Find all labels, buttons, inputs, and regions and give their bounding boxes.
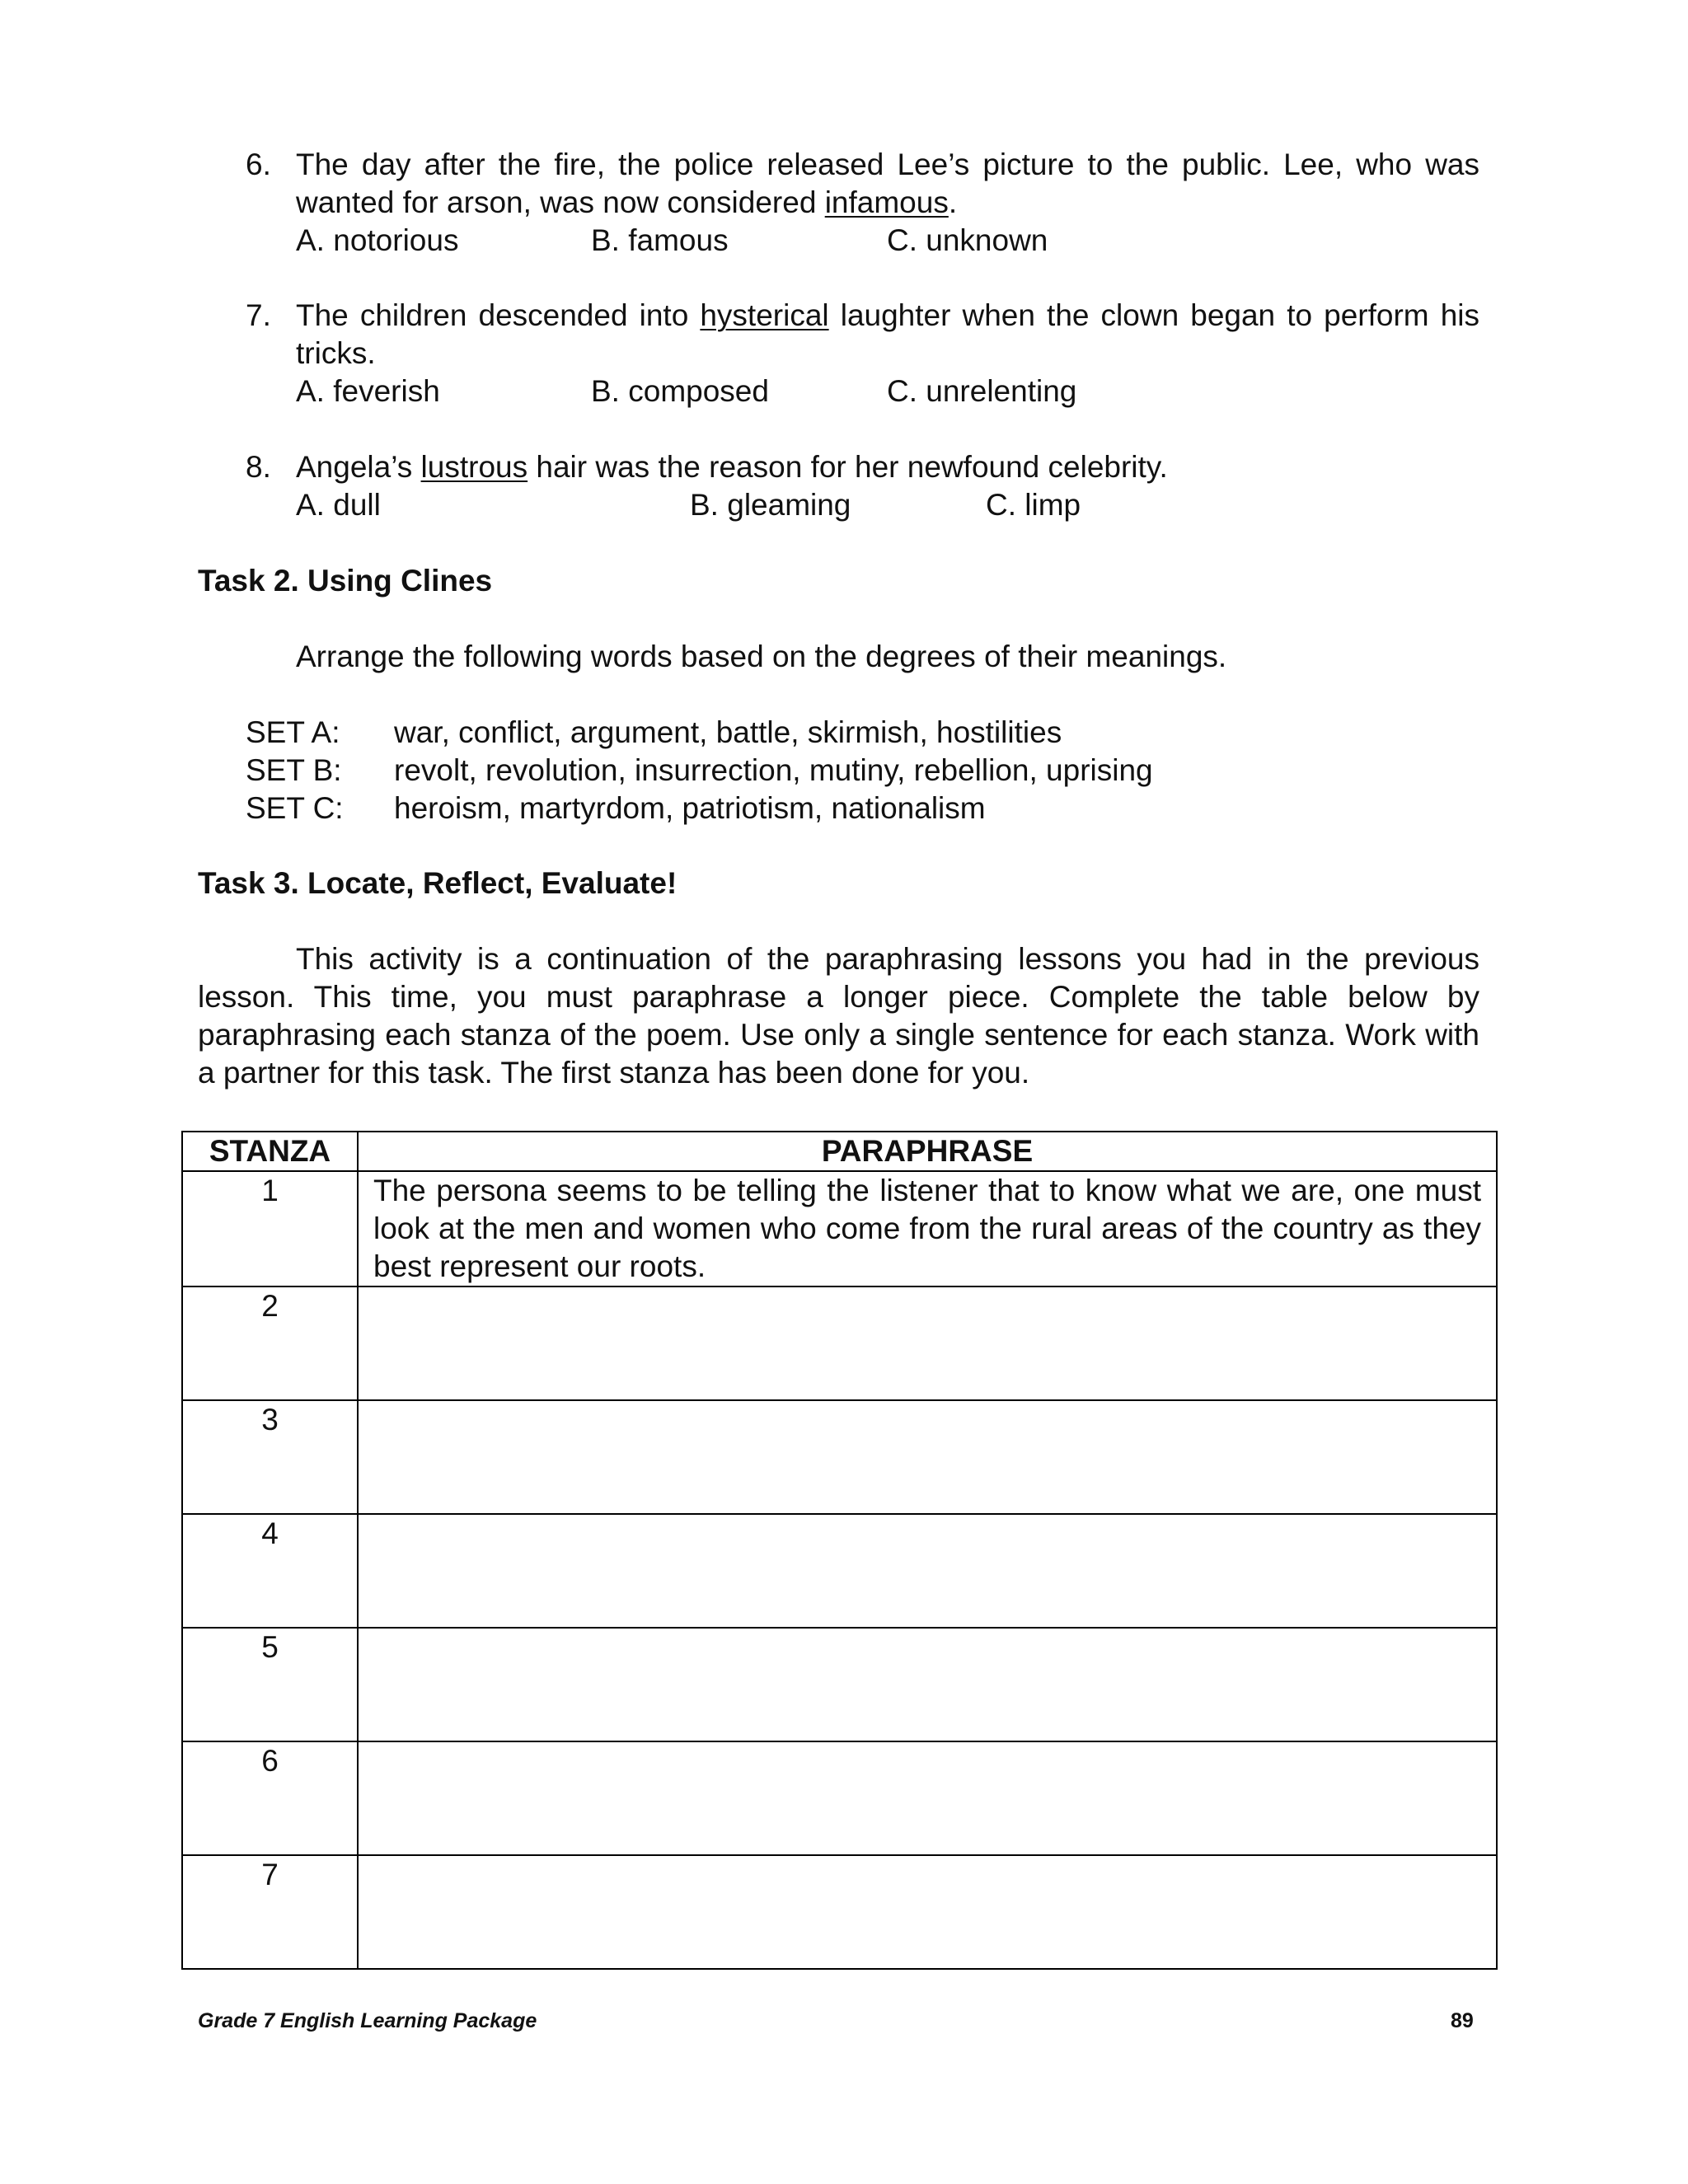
table-row (182, 1171, 1497, 1286)
paraphrase-cell[interactable] (358, 1400, 1497, 1514)
option-b: B. gleaming (690, 488, 851, 522)
option-a: A. feverish (296, 374, 440, 408)
task-3-instruction: This activity is a continuation of the paraphrasing lessons you had in the previous lesson. This time, you must paraphrase a longer piece. Complete the table below by paraphrasing each stanza of the poem. Use only a single sentence for each stanza. Work with a partner for this task. The first stanza has been done for you. (198, 942, 1479, 1090)
task-3-heading: Task 3. Locate, Reflect, Evaluate! (198, 866, 678, 900)
question-text: Angela’s lustrous hair was the reason for her newfound celebrity. (296, 450, 1168, 484)
paraphrase-cell[interactable] (358, 1741, 1497, 1855)
table-row (182, 1741, 1497, 1855)
option-c: C. unknown (887, 223, 1048, 257)
table-row (182, 1855, 1497, 1969)
paraphrase-table (181, 1131, 1498, 1970)
footer-title: Grade 7 English Learning Package (198, 2009, 537, 2032)
page-number: 89 (1451, 2009, 1474, 2032)
question-number: 7. (246, 298, 271, 332)
paraphrase-cell[interactable] (358, 1514, 1497, 1628)
set-a-words: war, conflict, argument, battle, skirmish, hostilities (394, 715, 1062, 749)
underlined-word: infamous (824, 185, 949, 219)
stanza-number: 5 (182, 1628, 358, 1741)
table-row (182, 1400, 1497, 1514)
column-header-stanza: STANZA (182, 1132, 358, 1171)
underlined-word: lustrous (420, 450, 528, 484)
table-row (182, 1514, 1497, 1628)
table-row (182, 1628, 1497, 1741)
option-b: B. composed (591, 374, 769, 408)
question-text: The day after the fire, the police released Lee’s picture to the public. Lee, who was wanted for arson, was now considered infamous. (296, 148, 1479, 219)
set-c-label: SET C: (246, 791, 344, 825)
table-header-row (182, 1132, 1497, 1171)
underlined-word: hysterical (700, 298, 829, 332)
stanza-number: 1 (182, 1171, 358, 1286)
stanza-number: 3 (182, 1400, 358, 1514)
paraphrase-cell[interactable] (358, 1628, 1497, 1741)
question-number: 6. (246, 148, 271, 181)
column-header-paraphrase: PARAPHRASE (358, 1132, 1497, 1171)
task-2-heading: Task 2. Using Clines (198, 564, 493, 598)
set-a-label: SET A: (246, 715, 340, 749)
paraphrase-cell[interactable] (358, 1286, 1497, 1400)
option-b: B. famous (591, 223, 729, 257)
paraphrase-cell[interactable] (358, 1855, 1497, 1969)
question-text: The children descended into hysterical laughter when the clown began to perform his tricks. (296, 298, 1479, 370)
option-c: C. unrelenting (887, 374, 1077, 408)
option-c: C. limp (986, 488, 1081, 522)
stanza-number: 2 (182, 1286, 358, 1400)
task-2-instruction: Arrange the following words based on the degrees of their meanings. (296, 640, 1227, 673)
question-number: 8. (246, 450, 271, 484)
set-b-label: SET B: (246, 753, 342, 787)
set-b-words: revolt, revolution, insurrection, mutiny, rebellion, uprising (394, 753, 1153, 787)
option-a: A. dull (296, 488, 381, 522)
paraphrase-cell[interactable]: The persona seems to be telling the listener that to know what we are, one must look at the men and women who come from the rural areas of the country as they best represent our roots. (358, 1171, 1497, 1286)
stanza-number: 7 (182, 1855, 358, 1969)
table-row (182, 1286, 1497, 1400)
stanza-number: 4 (182, 1514, 358, 1628)
stanza-number: 6 (182, 1741, 358, 1855)
set-c-words: heroism, martyrdom, patriotism, nationalism (394, 791, 986, 825)
option-a: A. notorious (296, 223, 459, 257)
